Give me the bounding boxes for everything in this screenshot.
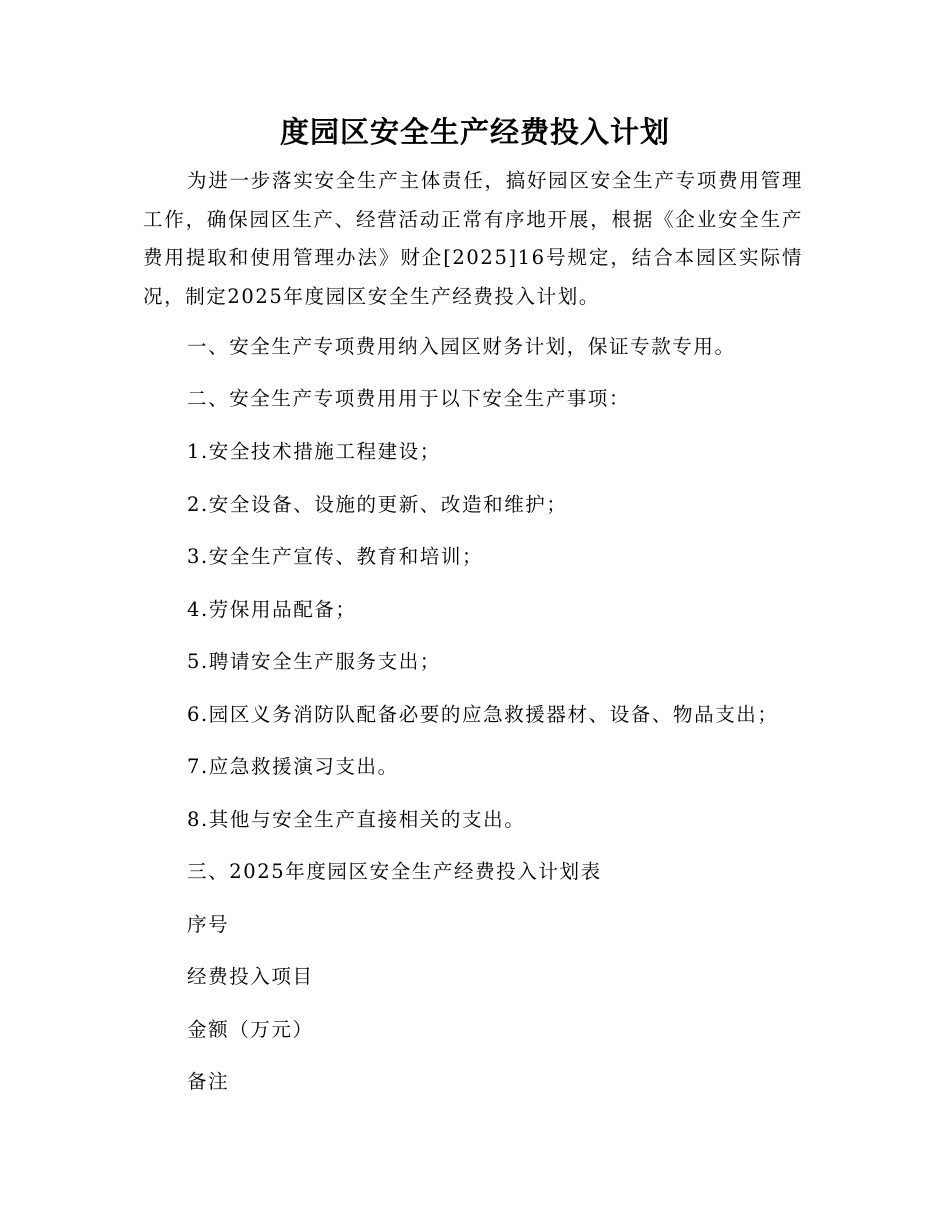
list-item: 6.园区义务消防队配备必要的应急救援器材、设备、物品支出；	[187, 703, 779, 726]
list-item: 3.安全生产宣传、教育和培训；	[187, 545, 484, 568]
list-item: 4.劳保用品配备；	[187, 598, 357, 621]
section-3-heading: 三、2025年度园区安全生产经费投入计划表	[187, 860, 602, 883]
document-title: 度园区安全生产经费投入计划	[279, 115, 670, 149]
list-item: 8.其他与安全生产直接相关的支出。	[187, 808, 526, 831]
list-item: 7.应急救援演习支出。	[187, 755, 399, 778]
table-header-cell: 经费投入项目	[187, 965, 314, 988]
section-1-text: 一、安全生产专项费用纳入园区财务计划，保证专款专用。	[187, 335, 736, 358]
table-header-cell: 序号	[187, 913, 230, 936]
table-header-cell: 备注	[187, 1070, 230, 1093]
intro-paragraph: 为进一步落实安全生产主体责任，搞好园区安全生产专项费用管理工作，确保园区生产、经营活动正常有序地开展，根据《企业安全生产费用提取和使用管理办法》财企[2025]16号规定，结合本园区实际情况，制定2025年度园区安全生产经费投入计划。	[143, 169, 803, 308]
list-item: 1.安全技术措施工程建设；	[187, 440, 441, 463]
section-2-text: 二、安全生产专项费用用于以下安全生产事项：	[187, 387, 631, 410]
list-item: 2.安全设备、设施的更新、改造和维护；	[187, 493, 568, 516]
table-header-cell: 金额（万元）	[187, 1018, 314, 1041]
list-item: 5.聘请安全生产服务支出；	[187, 650, 441, 673]
